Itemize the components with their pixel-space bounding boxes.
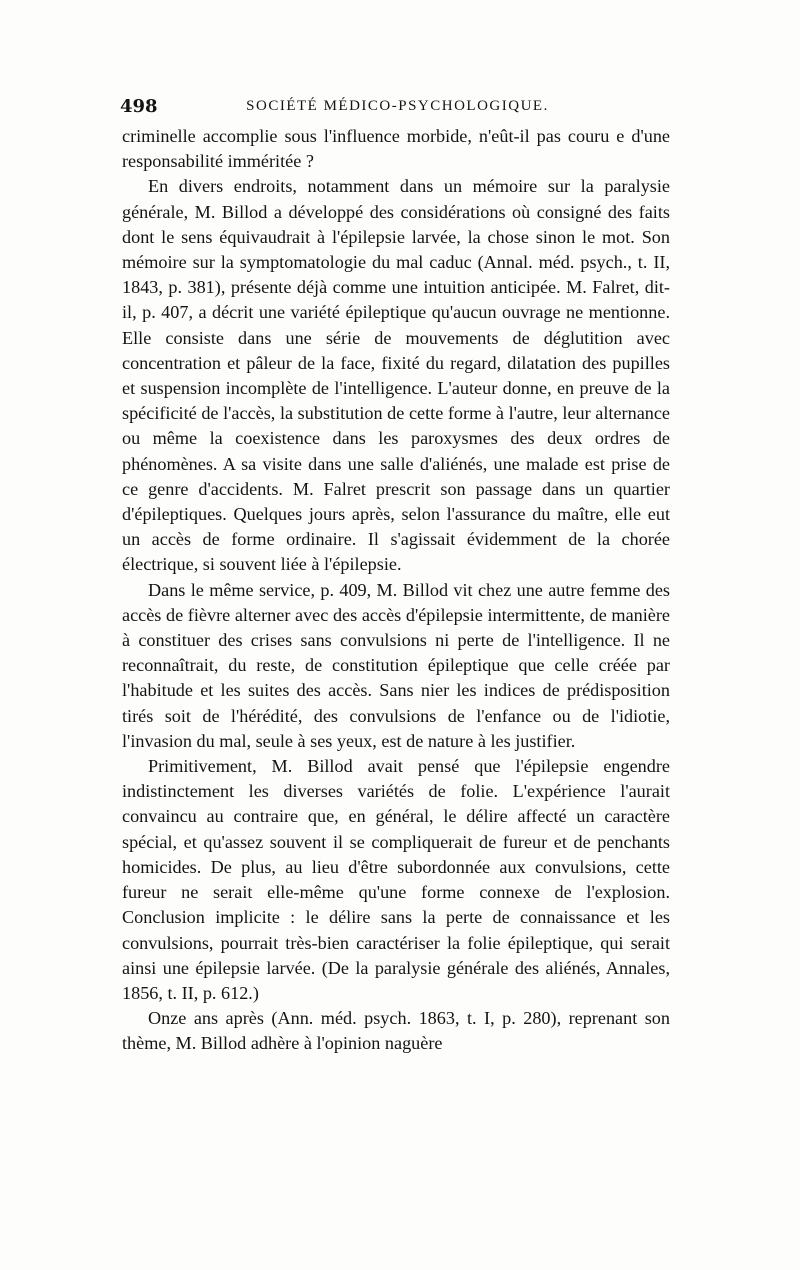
page-header [120,96,675,120]
body-text [122,124,670,1057]
paragraph: criminelle accomplie sous l'influence morbide, n'eût-il pas couru e d'une responsabilité imméritée ? [122,126,670,172]
running-title: SOCIÉTÉ MÉDICO-PSYCHOLOGIQUE. [246,98,549,114]
paragraph: Onze ans après (Ann. méd. psych. 1863, t. I, p. 280), reprenant son thème, M. Billod adhère à l'opinion naguère [122,1008,670,1054]
paragraph: Dans le même service, p. 409, M. Billod vit chez une autre femme des accès de fièvre alterner avec des accès d'épilepsie intermittente, de manière à constituer des crises sans convulsions ni perte de l'intelligence. Il ne reconnaîtrait, du reste, de constitution épileptique que celle créée par l'habitude et les suites des accès. Sans nier les indices de prédisposition tirés soit de l'hérédité, des convulsions de l'enfance ou de l'idiotie, l'invasion du mal, seule à ses yeux, est de nature à les justifier. [122,579,670,751]
paragraph: En divers endroits, notamment dans un mémoire sur la paralysie générale, M. Billod a développé des considérations où consigné des faits dont le sens équivaudrait à l'épilepsie larvée, la chose sinon le mot. Son mémoire sur la symptomatologie du mal caduc (Annal. méd. psych., t. II, 1843, p. 381), présente déjà comme une intuition anticipée. M. Falret, dit-il, p. 407, a décrit une variété épileptique qu'aucun ouvrage ne mentionne. Elle consiste dans une série de mouvements de déglutition avec concentration et pâleur de la face, fixité du regard, dilatation des pupilles et suspension incomplète de l'intelligence. L'auteur donne, en preuve de la spécificité de l'accès, la substitution de cette forme à l'autre, leur alternance ou même la coexistence dans les paroxysmes des deux ordres de phénomènes. A sa visite dans une salle d'aliénés, une malade est prise de ce genre d'accidents. M. Falret prescrit son passage dans un quartier d'épileptiques. Quelques jours après, selon l'assurance du maître, elle eut un accès de forme ordinaire. Il s'agissait évidemment de la chorée électrique, si souvent liée à l'épilepsie. [122,176,670,575]
page-number: 498 [120,96,158,117]
paragraph: Primitivement, M. Billod avait pensé que l'épilepsie engendre indistinctement les diverses variétés de folie. L'expérience l'aurait convaincu au contraire que, en général, le délire affecté un caractère spécial, et qu'assez souvent il se compliquerait de fureur et de penchants homicides. De plus, au lieu d'être subordonnée aux convulsions, cette fureur ne serait elle-même qu'une forme connexe de l'explosion. Conclusion implicite : le délire sans la perte de connaissance et les convulsions, pourrait très-bien caractériser la folie épileptique, qui serait ainsi une épilepsie larvée. (De la paralysie générale des aliénés, Annales, 1856, t. II, p. 612.) [122,756,670,1003]
